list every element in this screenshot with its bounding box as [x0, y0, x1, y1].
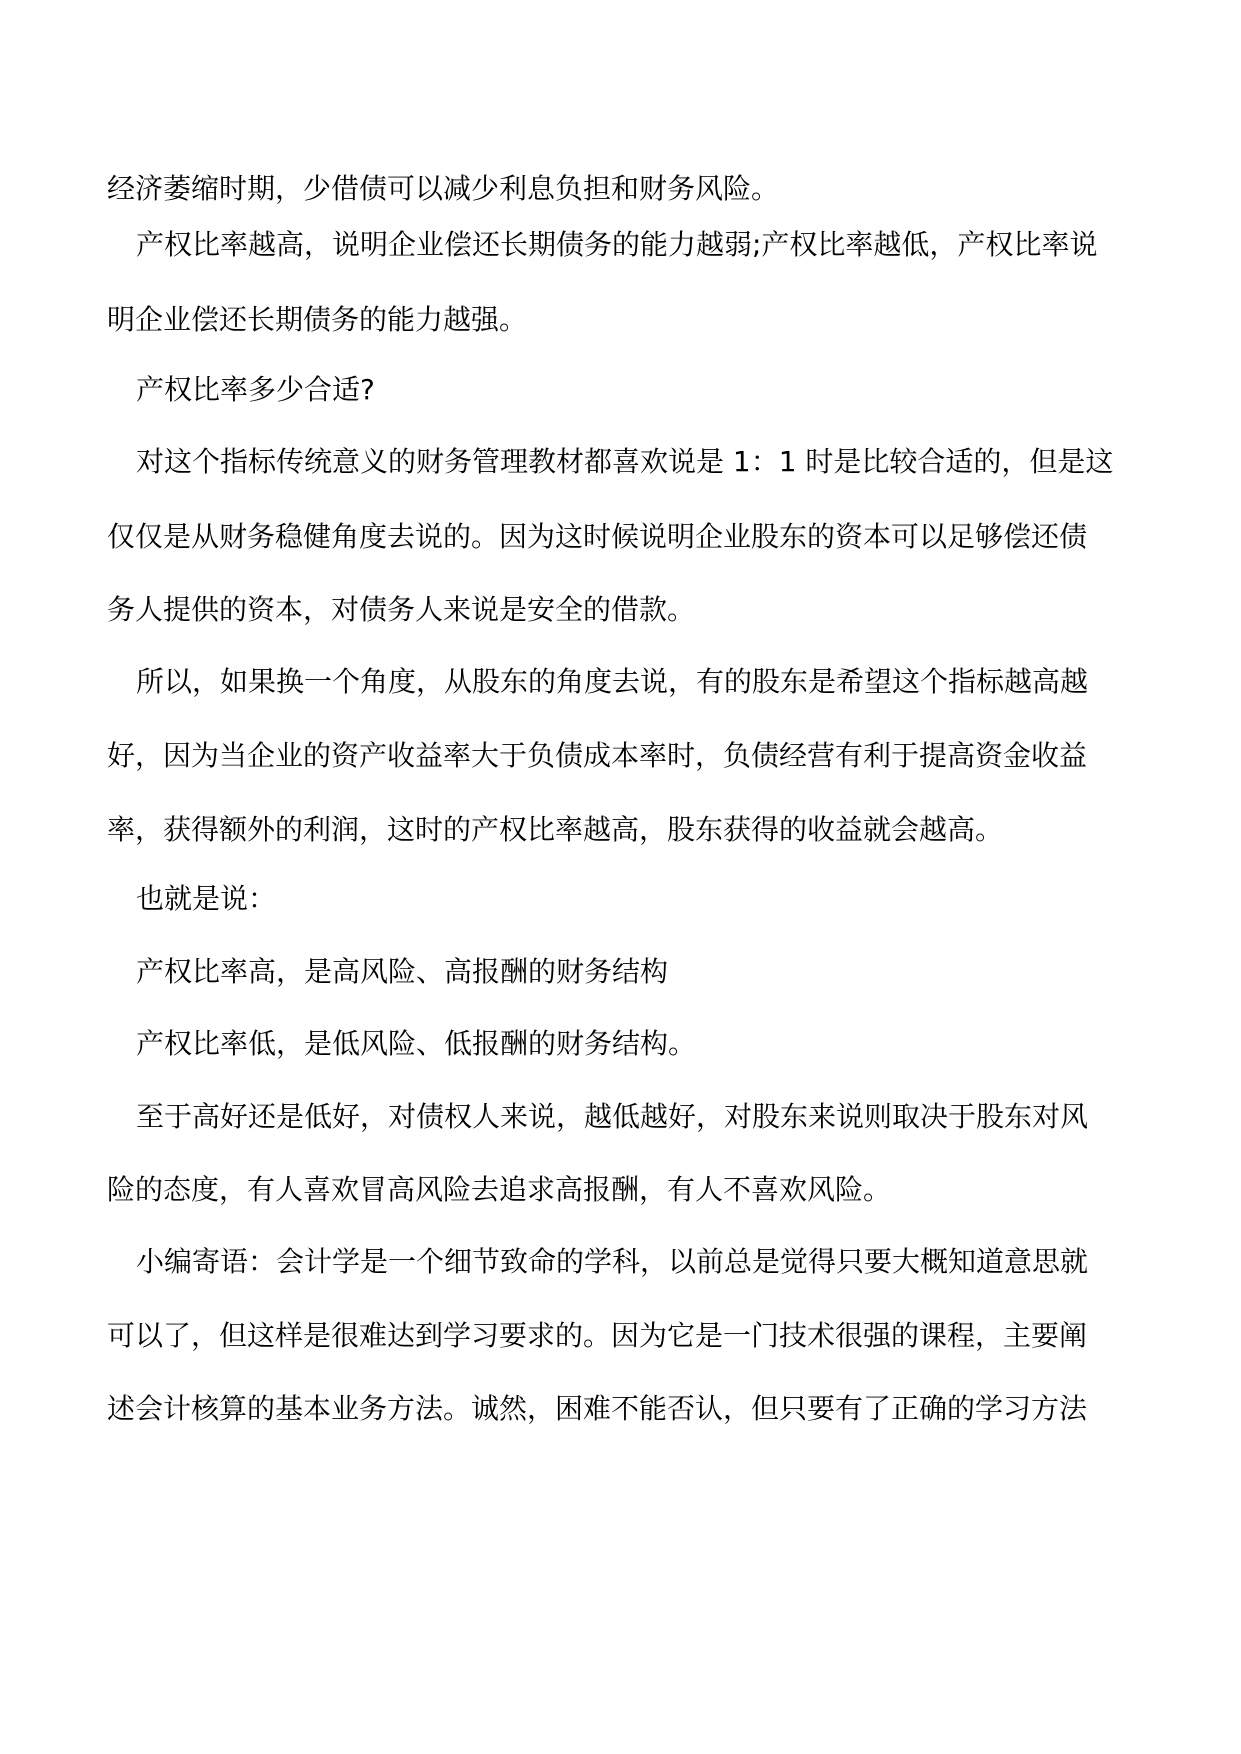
text-line: 小编寄语：会计学是一个细节致命的学科，以前总是觉得只要大概知道意思就: [136, 1245, 1089, 1278]
text-line: 产权比率高，是高风险、高报酬的财务结构: [136, 955, 669, 988]
text-line: 至于高好还是低好，对债权人来说，越低越好，对股东来说则取决于股东对风: [136, 1100, 1089, 1133]
text-line: 产权比率越高，说明企业偿还长期债务的能力越弱;产权比率越低，产权比率说: [136, 228, 1098, 261]
text-line: 仅仅是从财务稳健角度去说的。因为这时候说明企业股东的资本可以足够偿还债: [107, 520, 1088, 553]
text-line: 务人提供的资本，对债务人来说是安全的借款。: [107, 593, 696, 626]
text-line: 好，因为当企业的资产收益率大于负债成本率时，负债经营有利于提高资金收益: [107, 739, 1088, 772]
text-line: 所以，如果换一个角度，从股东的角度去说，有的股东是希望这个指标越高越: [136, 665, 1089, 698]
text-line: 险的态度，有人喜欢冒高风险去追求高报酬，有人不喜欢风险。: [107, 1173, 892, 1206]
text-line: 明企业偿还长期债务的能力越强。: [107, 303, 528, 336]
text-line: 对这个指标传统意义的财务管理教材都喜欢说是 1：1 时是比较合适的，但是这: [136, 445, 1114, 478]
text-line: 述会计核算的基本业务方法。诚然，困难不能否认，但只要有了正确的学习方法: [107, 1392, 1088, 1425]
text-line: 也就是说：: [136, 882, 277, 915]
text-line: 产权比率多少合适?: [136, 373, 375, 406]
text-line: 率，获得额外的利润，这时的产权比率越高，股东获得的收益就会越高。: [107, 813, 1004, 846]
text-line: 可以了，但这样是很难达到学习要求的。因为它是一门技术很强的课程，主要阐: [107, 1319, 1088, 1352]
text-line: 经济萎缩时期，少借债可以减少利息负担和财务风险。: [107, 172, 780, 205]
text-line: 产权比率低，是低风险、低报酬的财务结构。: [136, 1027, 697, 1060]
